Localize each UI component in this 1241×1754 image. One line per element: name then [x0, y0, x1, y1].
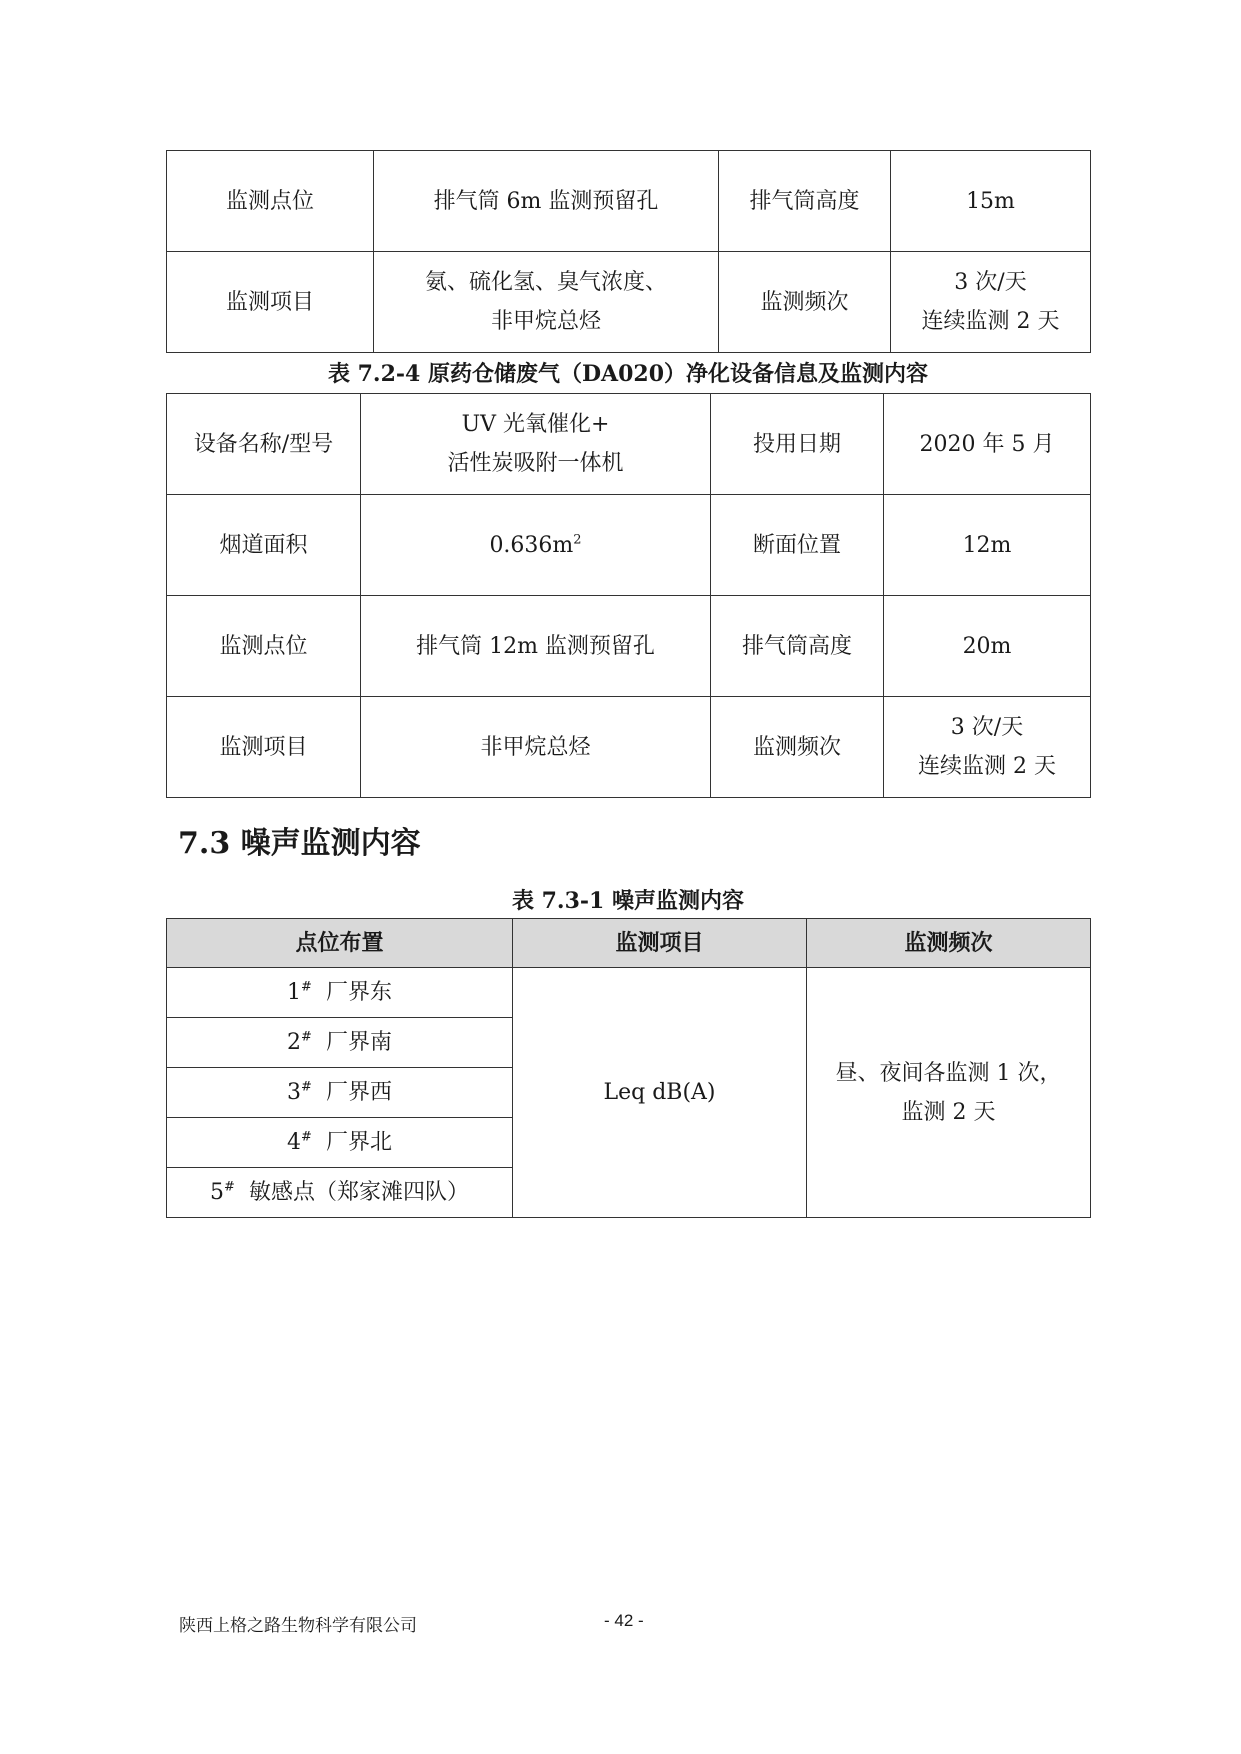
table-row	[167, 697, 1091, 798]
table-cell: 2020 年 5 月	[884, 394, 1091, 495]
point-name: 厂界西	[325, 1080, 392, 1105]
table-cell	[884, 697, 1091, 798]
point-sup: #	[301, 1029, 312, 1045]
area-value: 0.636m	[489, 532, 574, 558]
cell-line: 3 次/天	[950, 715, 1024, 740]
point-sup: #	[224, 1179, 235, 1195]
cell-line: 监测 2 天	[901, 1099, 996, 1125]
area-superscript: 2	[573, 532, 582, 548]
table-cell: 20m	[884, 596, 1091, 697]
point-name: 敏感点（郑家滩四队）	[248, 1180, 469, 1205]
table-row	[167, 495, 1091, 596]
table-cell: 监测项目	[167, 252, 374, 353]
table-cell	[361, 394, 711, 495]
table-row	[167, 968, 1091, 1018]
point-name: 厂界南	[325, 1030, 392, 1055]
table-caption-7-2-4: 表 7.2-4 原药仓储废气（DA020）净化设备信息及监测内容	[327, 361, 929, 387]
cell-line: 连续监测 2 天	[918, 754, 1056, 779]
equipment-info-table	[166, 393, 1091, 798]
section-heading: 7.3 噪声监测内容	[178, 826, 421, 861]
table-cell: 设备名称/型号	[167, 394, 361, 495]
point-cell	[167, 1118, 513, 1168]
point-number: 5	[210, 1180, 225, 1205]
table-cell: 烟道面积	[167, 495, 361, 596]
point-number: 1	[287, 980, 302, 1005]
point-number: 4	[287, 1130, 302, 1155]
cell-line: 昼、夜间各监测 1 次，	[835, 1060, 1062, 1086]
cell-line: 连续监测 2 天	[921, 309, 1060, 334]
table-cell: 监测项目	[167, 697, 361, 798]
column-header: 点位布置	[167, 919, 513, 968]
table-cell: 监测点位	[167, 151, 374, 252]
noise-monitoring-table	[166, 918, 1091, 1218]
point-cell	[167, 1168, 513, 1218]
table-header-row	[167, 919, 1091, 968]
column-header: 监测项目	[513, 919, 807, 968]
table-cell: 12m	[884, 495, 1091, 596]
table-cell: 排气筒高度	[711, 596, 884, 697]
table-cell: 监测频次	[719, 252, 891, 353]
point-cell	[167, 1018, 513, 1068]
table-cell: 非甲烷总烃	[361, 697, 711, 798]
point-name: 厂界东	[325, 980, 392, 1005]
monitoring-table-continued	[166, 150, 1091, 353]
cell-line: 非甲烷总烃	[490, 309, 601, 334]
table-row	[167, 596, 1091, 697]
point-cell	[167, 968, 513, 1018]
table-cell	[374, 252, 719, 353]
table-row	[167, 151, 1091, 252]
table-cell: 排气筒高度	[719, 151, 891, 252]
cell-line: 氨、硫化氢、臭气浓度、	[424, 270, 667, 295]
table-cell: 15m	[891, 151, 1091, 252]
footer-company: 陕西上格之路生物科学有限公司	[179, 1616, 417, 1636]
table-cell: 排气筒 12m 监测预留孔	[361, 596, 711, 697]
point-cell	[167, 1068, 513, 1118]
point-sup: #	[301, 979, 312, 995]
point-sup: #	[301, 1129, 312, 1145]
table-cell: 断面位置	[711, 495, 884, 596]
point-sup: #	[301, 1079, 312, 1095]
cell-line: 活性炭吸附一体机	[447, 451, 624, 476]
monitoring-item-cell: Leq dB(A)	[513, 968, 807, 1218]
table-row	[167, 252, 1091, 353]
table-cell	[361, 495, 711, 596]
table-cell: 投用日期	[711, 394, 884, 495]
table-row	[167, 394, 1091, 495]
cell-line: 3 次/天	[954, 270, 1027, 295]
point-name: 厂界北	[325, 1130, 392, 1155]
column-header: 监测频次	[807, 919, 1091, 968]
table-cell: 监测频次	[711, 697, 884, 798]
table-caption-7-3-1: 表 7.3-1 噪声监测内容	[511, 888, 745, 914]
cell-line: UV 光氧催化+	[461, 412, 610, 437]
point-number: 2	[287, 1030, 302, 1055]
page-number: - 42 -	[604, 1611, 644, 1630]
table-cell: 监测点位	[167, 596, 361, 697]
point-number: 3	[287, 1080, 302, 1105]
monitoring-frequency-cell	[807, 968, 1091, 1218]
table-cell: 排气筒 6m 监测预留孔	[374, 151, 719, 252]
table-cell	[891, 252, 1091, 353]
